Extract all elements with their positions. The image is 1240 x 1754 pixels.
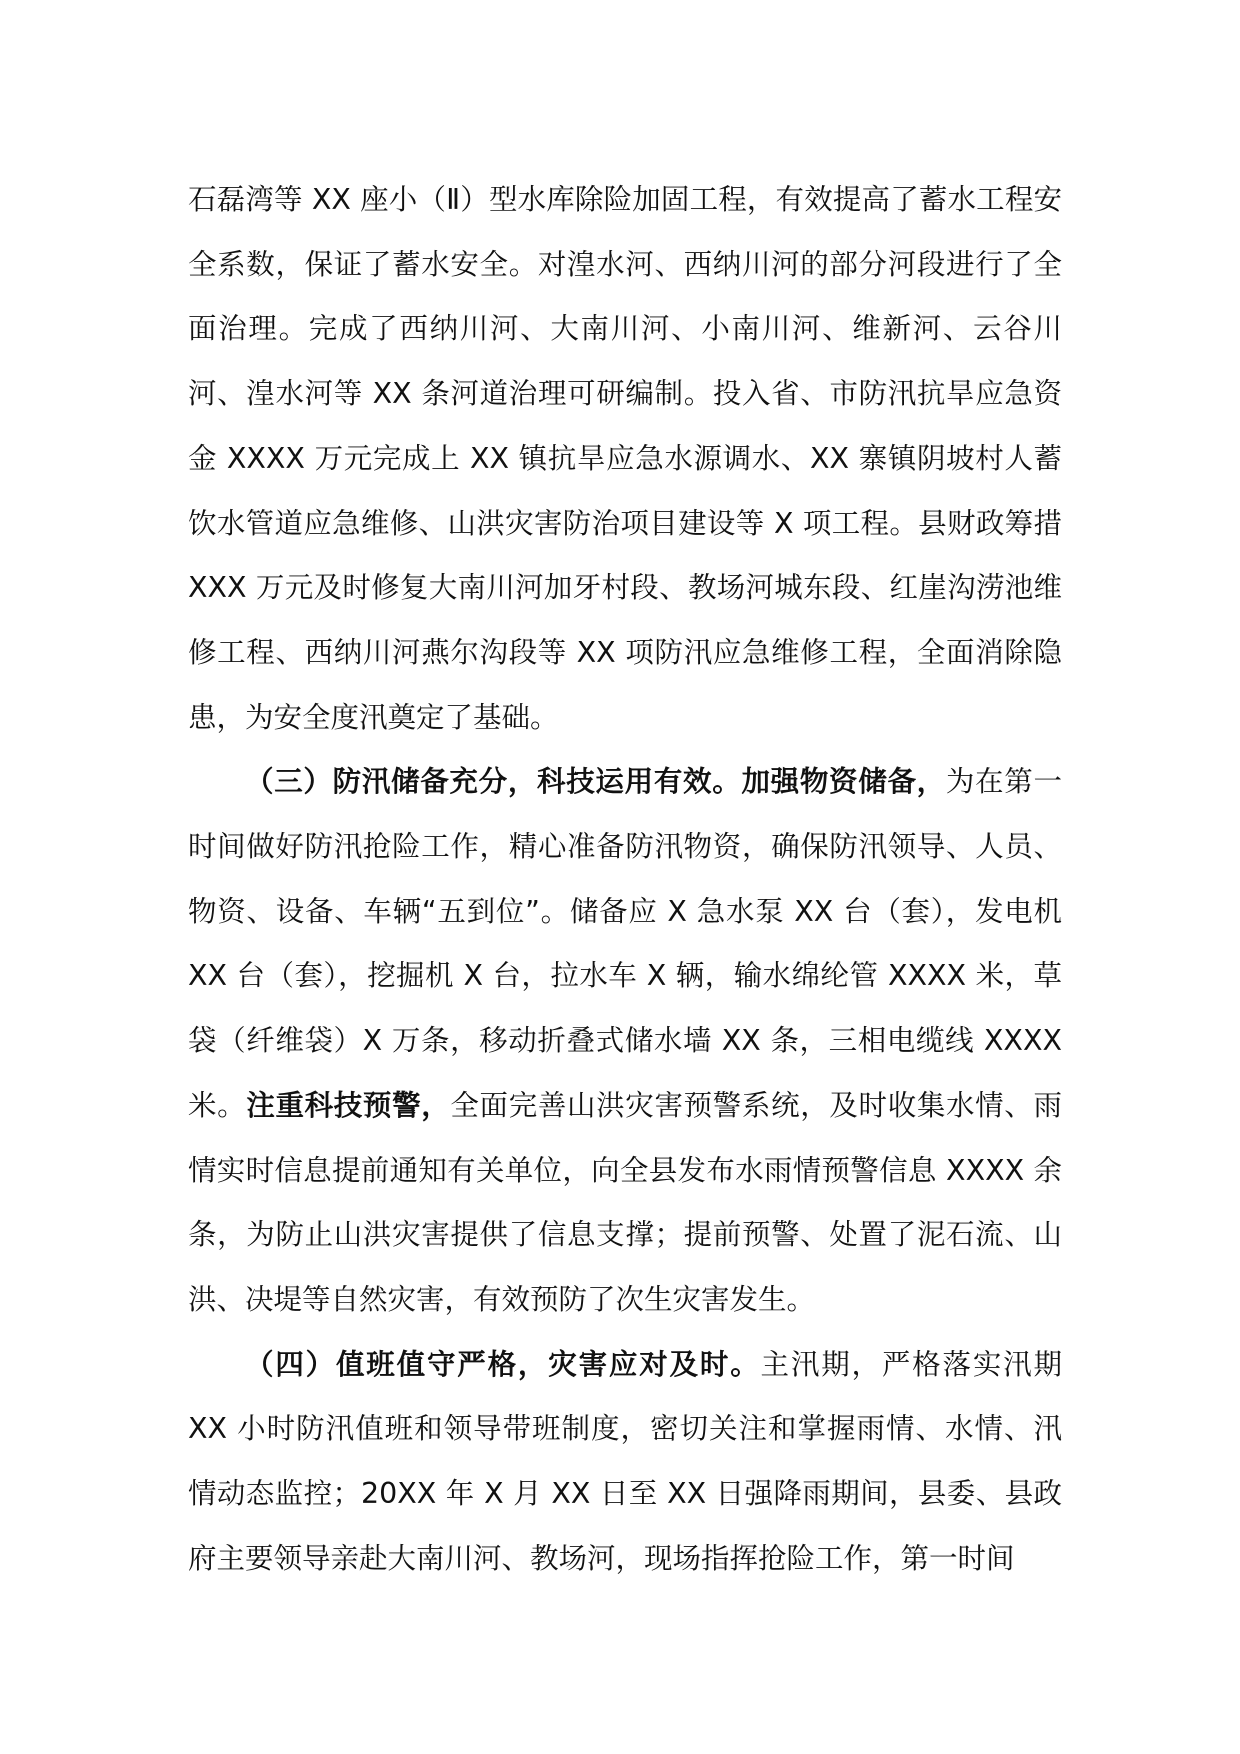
document-body [188,168,1062,1591]
paragraph-text: 为在第一时间做好防汛抢险工作，精心准备防汛物资，确保防汛领导、人员、物资、设备、车辆“五到位”。储备应 X 急水泵 XX 台（套），发电机 XX 台（套），挖掘机 X 台，拉水车 X 辆，输水绵纶管 XXXX 米，草袋（纤维袋）X 万条，移动折叠式储水墙 XX 条，三相电缆线 XXXX 米。 [188,765,1062,1122]
bold-phrase-material-reserve: 加强物资储备， [741,765,946,799]
paragraph-text: 石磊湾等 XX 座小（Ⅱ）型水库除险加固工程，有效提高了蓄水工程安全系数，保证了蓄水安全。对湟水河、西纳川河的部分河段进行了全面治理。完成了西纳川河、大南川河、小南川河、维新河、云谷川河、湟水河等 XX 条河道治理可研编制。投入省、市防汛抗旱应急资金 XXXX 万元完成上 XX 镇抗旱应急水源调水、XX 寨镇阴坡村人蓄饮水管道应急维修、山洪灾害防治项目建设等 X 项工程。县财政筹措 XXX 万元及时修复大南川河加牙村段、教场河城东段、红崖沟涝池维修工程、西纳川河燕尔沟段等 XX 项防汛应急维修工程，全面消除隐患，为安全度汛奠定了基础。 [188,183,1062,734]
paragraph-text: 全面完善山洪灾害预警系统，及时收集水情、雨情实时信息提前通知有关单位，向全县发布水雨情预警信息 XXXX 余条，为防止山洪灾害提供了信息支撑；提前预警、处置了泥石流、山洪、决堤等自然灾害，有效预防了次生灾害发生。 [188,1088,1062,1316]
section-heading-four: （四）值班值守严格，灾害应对及时。 [245,1347,761,1381]
bold-phrase-tech-warning: 注重科技预警， [246,1088,451,1122]
paragraph-duty-response [188,1333,1062,1592]
paragraph-text: 主汛期，严格落实汛期 XX 小时防汛值班和领导带班制度，密切关注和掌握雨情、水情、汛情动态监控；20XX 年 X 月 XX 日至 XX 日强降雨期间，县委、县政府主要领导亲赴大南川河、教场河，现场指挥抢险工作，第一时间 [188,1347,1062,1575]
paragraph-flood-reserves [188,750,1062,1332]
paragraph-reservoir-river-projects [188,168,1062,750]
section-heading-three: （三）防汛储备充分，科技运用有效。 [245,765,742,799]
